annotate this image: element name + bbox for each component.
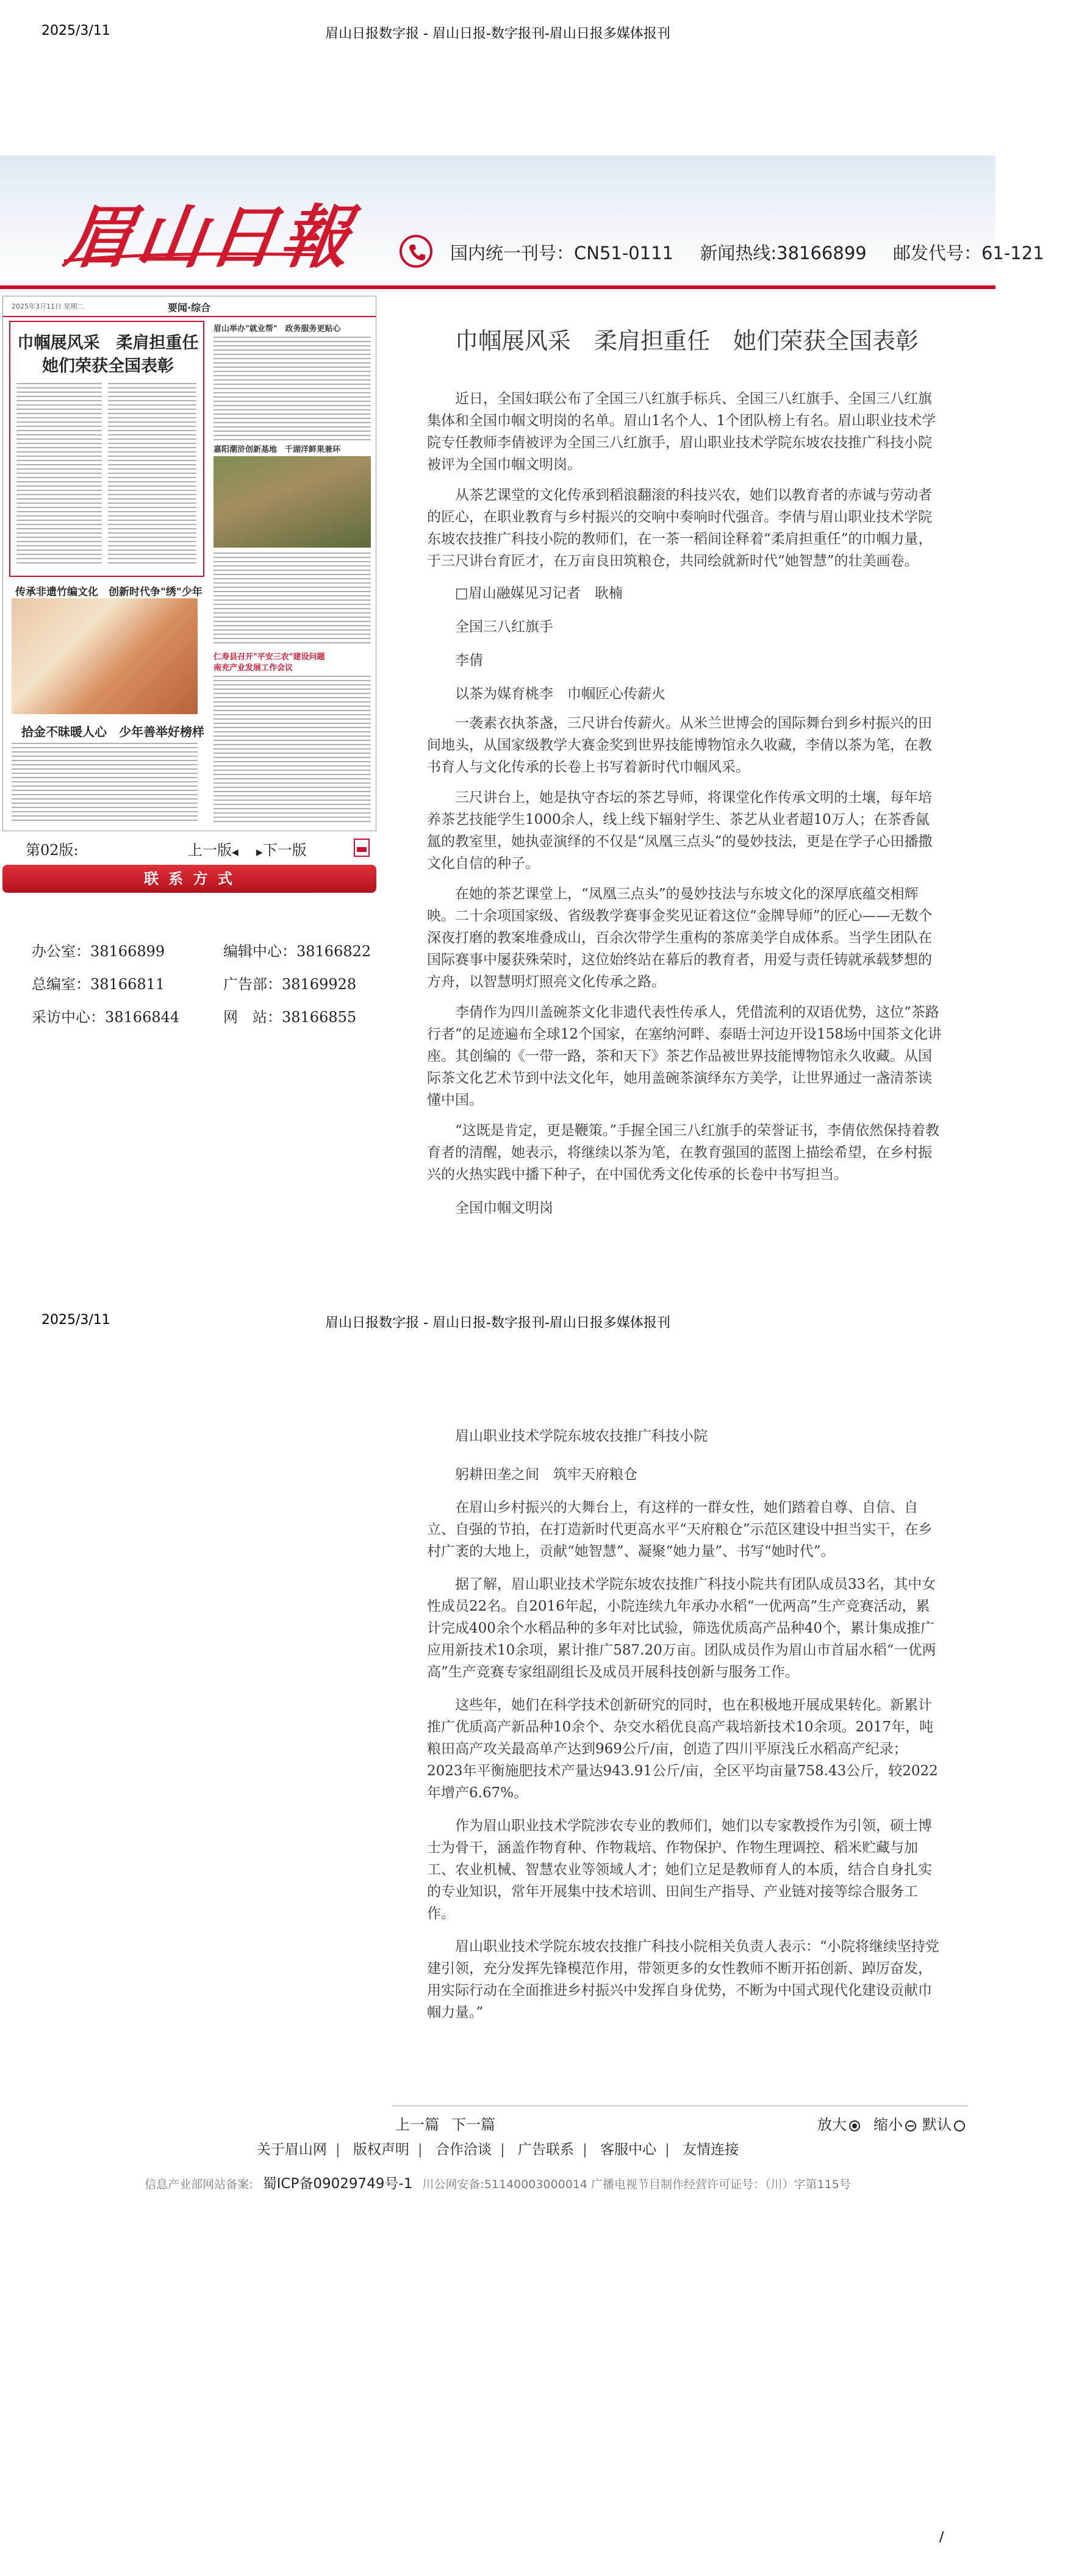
contact-website bbox=[223, 1005, 356, 1026]
article-subhead: 全国巾帼文明岗 bbox=[455, 1200, 553, 1216]
contact-label: 编辑中心 bbox=[223, 943, 282, 960]
contact-label: 广告部 bbox=[223, 976, 267, 993]
contact-separator: ： bbox=[76, 976, 90, 993]
article-paragraph: 作为眉山职业技术学院涉农专业的教师们，她们以专家教授作为引领，硕士博士为骨干，涵盖作物育种、作物栽培、作物保护、作物生理调控、稻米贮藏与加工、农业机械、智慧农业等领域人才；她们立足是教师育人的本质，结合自身扎实的专业知识，常年开展集中技术培训、田间生产指导、产业链对接等综合服务工作。 bbox=[427, 1818, 932, 1922]
zoom-default-icon bbox=[954, 2120, 965, 2131]
next-page-link[interactable] bbox=[256, 838, 307, 859]
article-subhead: 躬耕田垄之间 筑牢天府粮仓 bbox=[455, 1467, 637, 1483]
article-paragraph: 这些年，她们在科学技术创新研究的同时，也在积极地开展成果转化。新累计推广优质高产新品种10余个、杂交水稻优良高产栽培新技术10余项。2017年，吨粮田高产攻关最高单产达到969公斤/亩，创造了四川平原浅丘水稻高产纪录；2023年平衡施肥技术产量达943.91公斤/亩，全区平均亩量758.43公斤，较2022年增产6.67%。 bbox=[427, 1697, 938, 1801]
next-page-label: 下一版 bbox=[262, 842, 307, 859]
page-number-label: 第02版: bbox=[26, 842, 79, 859]
masthead-info bbox=[450, 240, 1065, 265]
footer-separator: | bbox=[335, 2142, 340, 2158]
contact-chief-office bbox=[32, 972, 165, 993]
contact-header: 联 系 方 式 bbox=[2, 865, 376, 893]
footer-reg-label: 信息产业部网站备案: bbox=[145, 2178, 253, 2191]
article-nav-divider bbox=[392, 2105, 968, 2106]
article-subhead: 全国三八红旗手 bbox=[455, 619, 553, 635]
contact-interview-center bbox=[32, 1005, 179, 1026]
article-body-part2 bbox=[427, 1425, 943, 2023]
thumb-photo-field bbox=[213, 456, 371, 548]
zoom-in-button[interactable] bbox=[817, 2113, 860, 2134]
article-paragraph: 李倩作为四川盖碗茶文化非遗代表性传承人，凭借流利的双语优势，这位“茶路行者”的足迹遍布全球12个国家，在塞纳河畔、泰晤士河边开设158场中国茶文化讲座。其创编的《一带一路，茶和天下》茶艺作品被世界技能博物馆永久收藏。从国际茶文化艺术节到中法文化年，她用盖碗茶演绎东方美学，让世界通过一盏清茶读懂中国。 bbox=[427, 1004, 942, 1108]
footer-links bbox=[0, 2138, 995, 2158]
thumb-text-block bbox=[108, 383, 196, 566]
contact-value: 38166899 bbox=[90, 943, 165, 960]
contact-separator: ： bbox=[282, 943, 296, 960]
footer-link-copyright[interactable]: 版权声明 bbox=[353, 2142, 409, 2158]
footer-icp-link[interactable]: 蜀ICP备09029749号-1 bbox=[262, 2176, 413, 2192]
cn-number: 国内统一刊号：CN51-0111 bbox=[450, 243, 674, 263]
footer-separator: | bbox=[417, 2142, 423, 2158]
thumb-meta: 2025年3月11日 星期二 bbox=[12, 302, 84, 310]
thumb-headline-2: 她们荣获全国表彰 bbox=[42, 357, 174, 376]
newspaper-logo[interactable]: 眉山日報 bbox=[59, 198, 359, 277]
contact-label: 网 站 bbox=[223, 1009, 267, 1026]
thumb-section: 要闻·综合 bbox=[168, 302, 211, 313]
contact-value: 38166822 bbox=[296, 943, 371, 960]
prev-article-link[interactable]: 上一篇 bbox=[395, 2116, 439, 2133]
contact-label: 总编室 bbox=[32, 976, 76, 993]
masthead-divider bbox=[0, 285, 995, 289]
contact-value: 38166855 bbox=[282, 1009, 357, 1026]
article-byline: □眉山融媒见习记者 耿楠 bbox=[455, 585, 623, 601]
footer-license: 川公网安备:51140003000014 广播电视节目制作经营许可证号：（川）字第115号 bbox=[422, 2178, 851, 2191]
next-article-link[interactable]: 下一篇 bbox=[451, 2116, 495, 2133]
thumb-lead-story-box[interactable] bbox=[9, 321, 204, 577]
zoom-out-button[interactable] bbox=[873, 2113, 916, 2134]
footer-link-cooperation[interactable]: 合作洽谈 bbox=[435, 2142, 492, 2158]
footer-registration bbox=[0, 2172, 995, 2192]
footer-separator: | bbox=[583, 2142, 587, 2158]
thumb-text-block bbox=[213, 676, 371, 822]
print-date: 2025/3/11 bbox=[41, 23, 110, 38]
thumb-side-headline-1: 眉山举办"就业帮" 政务服务更贴心 bbox=[213, 324, 341, 334]
article-paragraph: 三尺讲台上，她是执守杏坛的茶艺导师，将课堂化作传承文明的土壤，每年培养茶艺技能学生1000余人，线上线下辐射学生、茶艺从业者超10万人；在茶香氤氲的教室里，她执壶演绎的不仅是“凤凰三点头”的曼妙技法，更是在学子心田播撒文化自信的种子。 bbox=[427, 790, 933, 871]
next-arrow-icon: ▶ bbox=[256, 848, 263, 857]
article-paragraph: 在眉山乡村振兴的大舞台上，有这样的一群女性，她们踏着自尊、自信、自立、自强的节拍，在打造新时代更高水平“天府粮仓”示范区建设中担当实干，在乡村广袤的大地上，贡献“她智慧”、凝聚“她力量”、书写“她时代”。 bbox=[427, 1500, 933, 1559]
article-title: 巾帼展风采 柔肩担重任 她们荣获全国表彰 bbox=[454, 327, 919, 354]
contact-editing-center bbox=[223, 939, 371, 961]
contact-value: 38166844 bbox=[105, 1009, 180, 1026]
footer-link-service[interactable]: 客服中心 bbox=[600, 2142, 657, 2158]
thumb-sub-headline-1: 传承非遗竹编文化 创新时代争"绣"少年 bbox=[15, 586, 203, 598]
zoom-in-icon bbox=[849, 2120, 860, 2131]
print-date: 2025/3/11 bbox=[41, 1312, 110, 1328]
zoom-out-icon bbox=[905, 2120, 916, 2131]
contact-value: 38166811 bbox=[90, 976, 165, 993]
footer-link-advertising[interactable]: 广告联系 bbox=[518, 2142, 575, 2158]
contact-separator: ： bbox=[267, 976, 282, 993]
zoom-out-label: 缩小 bbox=[873, 2116, 903, 2133]
footer-link-about[interactable]: 关于眉山网 bbox=[256, 2142, 327, 2158]
article-paragraph: 据了解，眉山职业技术学院东坡农技推广科技小院共有团队成员33名，其中女性成员22名。自2016年起，小院连续九年承办水稻“一优两高”生产竞赛活动，累计完成400余个水稻品种的多年对比试验，筛选优质高产品种40个，累计集成推广应用新技术10余项，累计推广587.20万亩。团队成员作为眉山市首届水稻“一优两高”生产竞赛专家组副组长及成员开展科技创新与服务工作。 bbox=[427, 1576, 936, 1680]
zoom-in-label: 放大 bbox=[817, 2116, 847, 2133]
print-title: 眉山日报数字报 - 眉山日报-数字报刊-眉山日报多媒体报刊 bbox=[325, 1315, 670, 1331]
article-paragraph: 从茶艺课堂的文化传承到稻浪翻滚的科技兴农，她们以教育者的赤诚与劳动者的匠心，在职业教育与乡村振兴的交响中奏响时代强音。李倩与眉山职业技术学院东坡农技推广科技小院的教师们，在一茶一稻间诠释着“柔肩担重任”的巾帼力量，于三尺讲台育匠才，在万亩良田筑粮仓，共同绘就新时代“她智慧”的壮美画卷。 bbox=[427, 487, 933, 569]
thumb-text-block bbox=[213, 553, 371, 644]
thumb-text-block bbox=[213, 337, 371, 440]
page-thumbnail[interactable] bbox=[2, 296, 376, 831]
contact-office bbox=[32, 939, 165, 961]
thumb-photo-children bbox=[12, 598, 198, 714]
logo-swoosh-icon bbox=[61, 250, 323, 263]
contact-separator: ： bbox=[76, 943, 90, 960]
thumb-headline-1: 巾帼展风采 柔肩担重任 bbox=[17, 334, 199, 352]
article-paragraph: 在她的茶艺课堂上，“凤凰三点头”的曼妙技法与东坡文化的深厚底蕴交相辉映。二十余项国家级、省级教学赛事金奖见证着这位“金牌导师”的匠心——无数个深夜打磨的教案堆叠成山，百余次带学生重构的茶席美学自成体系。当学生团队在国际赛事中屡获殊荣时，这位始终站在幕后的教育者，用爱与责任铸就承载梦想的方舟，以智慧明灯照亮文化传承之路。 bbox=[427, 886, 933, 990]
contact-label: 办公室 bbox=[32, 943, 76, 960]
prev-page-label: 上一版 bbox=[188, 842, 232, 859]
footer-separator: | bbox=[500, 2142, 505, 2158]
contact-label: 采访中心 bbox=[32, 1009, 90, 1026]
thumb-side-headline-2: 嘉阳潮浒创新基地 千湖洋鲜果兼环 bbox=[213, 445, 341, 454]
zoom-default-label: 默认 bbox=[922, 2116, 952, 2133]
print-page-marker: / bbox=[939, 2530, 944, 2545]
thumb-header bbox=[3, 296, 376, 317]
article-subhead: 李倩 bbox=[455, 653, 483, 668]
zoom-default-button[interactable] bbox=[922, 2113, 965, 2134]
prev-arrow-icon: ◀ bbox=[232, 848, 238, 857]
thumb-side-headline-4: 南充产业发展工作会议 bbox=[213, 664, 293, 673]
article-body-part1 bbox=[427, 388, 943, 1217]
thumb-text-block bbox=[12, 743, 198, 822]
article-paragraph: “这既是肯定，更是鞭策。”手握全国三八红旗手的荣誉证书，李倩依然保持着教育者的清醒，她表示，将继续以茶为笔，在教育强国的蓝图上描绘希望，在乡村振兴的火热实践中播下种子，在中国优秀文化传承的长卷中书写担当。 bbox=[427, 1123, 940, 1182]
article-subhead: 眉山职业技术学院东坡农技推广科技小院 bbox=[455, 1428, 708, 1444]
news-hotline: 新闻热线:38166899 bbox=[700, 243, 867, 263]
contact-separator: ： bbox=[90, 1009, 105, 1026]
postal-code: 邮发代号：61-121 bbox=[892, 243, 1044, 263]
phone-icon bbox=[400, 235, 432, 268]
prev-page-link[interactable] bbox=[188, 838, 238, 859]
footer-link-friends[interactable]: 友情连接 bbox=[683, 2142, 739, 2158]
thumb-text-block bbox=[16, 383, 102, 566]
article-paragraph: 一袭素衣执茶盏，三尺讲台传薪火。从米兰世博会的国际舞台到乡村振兴的田间地头，从国家级教学大赛金奖到世界技能博物馆永久收藏，李倩以茶为笔，在教书育人与文化传承的长卷上书写着新时代巾帼风采。 bbox=[427, 715, 932, 775]
article-paragraph: 近日，全国妇联公布了全国三八红旗手标兵、全国三八红旗手、全国三八红旗集体和全国巾帼文明岗的名单。眉山1名个人、1个团队榜上有名。眉山职业技术学院专任教师李倩被评为全国三八红旗手，眉山职业技术学院东坡农技推广科技小院被评为全国巾帼文明岗。 bbox=[427, 391, 936, 473]
print-title: 眉山日报数字报 - 眉山日报-数字报刊-眉山日报多媒体报刊 bbox=[325, 26, 670, 41]
pdf-download-icon[interactable] bbox=[354, 839, 370, 857]
article-subhead: 以茶为媒育桃李 巾帼匠心传薪火 bbox=[455, 686, 665, 702]
thumb-side-headline-3: 仁寿县召开"平安三农"建设问题 bbox=[213, 653, 325, 662]
thumb-sub-headline-2: 拾金不昧暖人心 少年善举好榜样 bbox=[21, 724, 204, 739]
contact-ad-dept bbox=[223, 972, 356, 993]
contact-separator: ： bbox=[267, 1009, 282, 1026]
footer-separator: | bbox=[665, 2142, 670, 2158]
article-paragraph: 眉山职业技术学院东坡农技推广科技小院相关负责人表示：“小院将继续坚持党建引领，充分发挥先锋模范作用，带领更多的女性教师不断开拓创新、踔厉奋发，用实际行动在全面推进乡村振兴中发挥自身优势，不断为中国式现代化建设贡献巾帼力量。” bbox=[427, 1939, 939, 2020]
contact-value: 38169928 bbox=[282, 976, 357, 993]
